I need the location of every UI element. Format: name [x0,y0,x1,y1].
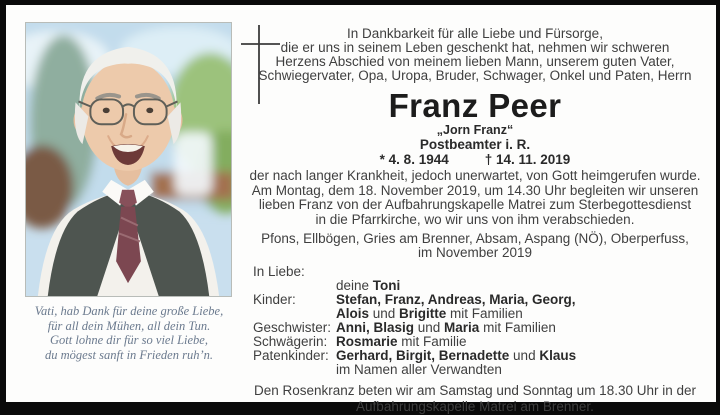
family-list [253,265,712,377]
family-row-names [336,363,712,377]
family-row [253,363,712,377]
family-name: Brigitte [399,306,447,321]
life-dates [238,152,712,167]
rosary-paragraph [238,383,712,415]
text-line: In Dankbarkeit für alle Liebe und Fürsorge, [347,26,603,41]
family-name: Klaus [539,348,577,363]
family-row-names [336,279,712,293]
family-row [253,307,712,321]
family-row [253,321,712,335]
family-name: Maria [444,320,480,335]
family-row-names [336,349,712,363]
text-line: Gott lohne dir für so viel Liebe, [50,333,208,347]
family-name: Rosmarie [336,334,398,349]
text-line: die er uns in seinem Leben geschenkt hat, nehmen wir schweren [280,40,670,55]
family-row [253,293,712,307]
obituary-page [6,5,716,414]
family-row-label: Geschwister: [253,320,332,335]
places-paragraph [238,232,712,260]
opening-paragraph [238,27,712,83]
text-line: Den Rosenkranz beten wir am Samstag und Sonntag um 18.30 Uhr in der [254,383,696,398]
family-name: Toni [372,278,401,293]
family-name: Stefan, Franz, Andreas, Maria, Georg, [336,292,576,307]
text-line: im November 2019 [417,245,533,260]
text-line: Schwiegervater, Opa, Uropa, Bruder, Schwager, Onkel und Paten, Herrn [258,68,692,83]
family-row-names [336,307,712,321]
text-line: Pfons, Ellbögen, Gries am Brenner, Absam, Aspang (NÖ), Oberperfuss, [261,231,689,246]
family-row-label [253,363,336,377]
family-text: und [369,306,400,321]
family-text: mit Familien [479,320,556,335]
family-text: und [509,348,540,363]
family-name: Anni, Blasig [336,320,415,335]
family-name: Alois [336,306,370,321]
memorial-poem [10,304,248,362]
text-line: in die Pfarrkirche, wo wir uns von ihm verabschieden. [315,211,635,227]
text-line: Herzens Abschied von meinem lieben Mann, unserem guten Vater, [275,54,675,69]
family-row-names [336,321,712,335]
family-row [253,349,712,363]
family-row-label: Schwägerin: [253,334,328,349]
deceased-profession: Postbeamter i. R. [419,137,531,152]
family-row-label: Patenkinder: [253,348,329,363]
portrait-illustration [26,23,231,296]
text-line: Vati, hab Dank für deine große Liebe, [34,304,224,318]
family-row-names [336,335,712,349]
announcement-paragraph [238,169,712,227]
family-intro-label: In Liebe: [253,264,305,279]
family-text: im Namen aller Verwandten [336,362,502,377]
text-line: du mögest sanft in Frieden ruh’n. [44,347,214,362]
family-row-names [336,293,712,307]
notice-body [238,16,712,415]
family-row [253,279,712,293]
family-row-label [253,279,336,293]
death-date: † 14. 11. 2019 [484,152,571,167]
text-line: lieben Franz von der Aufbahrungskapelle Matrei zum Sterbegottesdienst [258,197,692,212]
family-text: und [414,320,445,335]
birth-date: * 4. 8. 1944 [379,152,449,167]
family-rows [253,279,712,377]
family-row-label [253,307,336,321]
text-line: Aufbahrungskapelle Matrei am Brenner. [356,399,594,414]
text-line: für all dein Mühen, all dein Tun. [47,318,211,333]
portrait-photo [25,22,232,297]
family-text: mit Familien [446,306,523,321]
family-text: deine [336,278,373,293]
family-row [253,335,712,349]
deceased-name: Franz Peer [388,87,562,124]
text-line: der nach langer Krankheit, jedoch unerwartet, von Gott heimgerufen wurde. [249,168,701,183]
family-text: mit Familie [397,334,467,349]
deceased-nickname: „Jorn Franz“ [436,123,514,137]
text-line: Am Montag, dem 18. November 2019, um 14.30 Uhr begleiten wir unseren [251,182,699,198]
family-intro-row [253,265,712,279]
family-name: Gerhard, Birgit, Bernadette [336,348,510,363]
family-row-label: Kinder: [253,292,296,307]
